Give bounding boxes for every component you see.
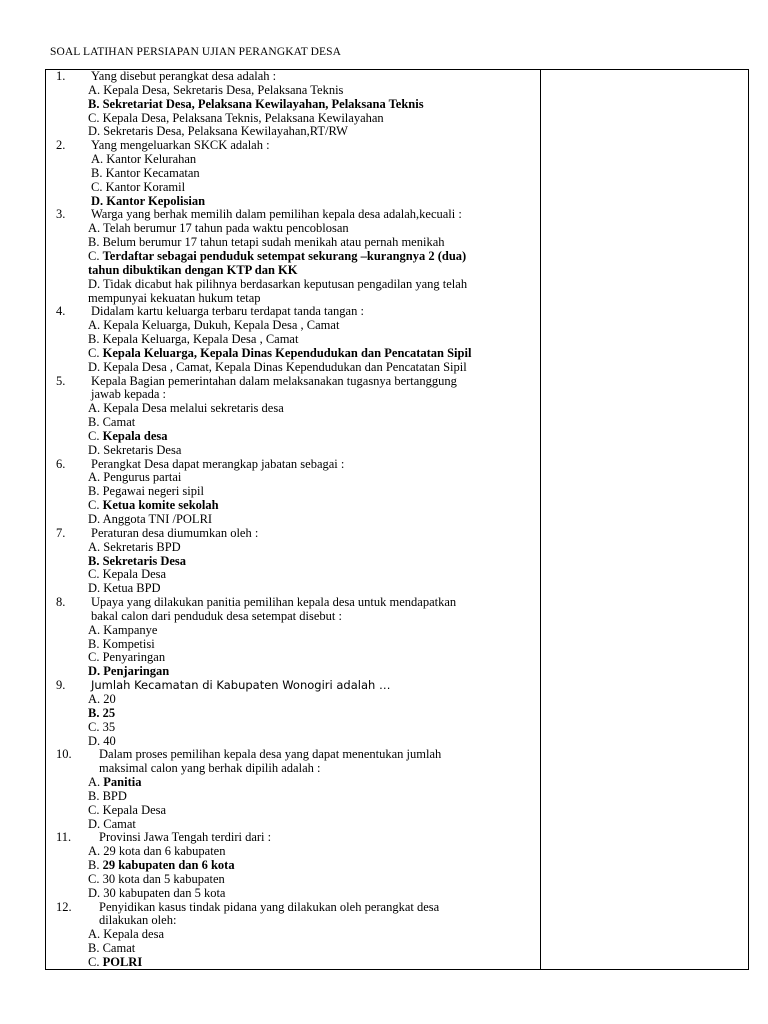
option-text: C. 30 kota dan 5 kabupaten xyxy=(88,871,225,886)
option-text: A. Kantor Kelurahan xyxy=(91,152,197,167)
document-title: SOAL LATIHAN PERSIAPAN UJIAN PERANGKAT DESA xyxy=(50,46,342,58)
option-text: B. Kantor Kecamatan xyxy=(91,165,200,180)
question-text: Dalam proses pemilihan kepala desa yang dapat menentukan jumlah xyxy=(99,747,442,762)
question-text: dilakukan oleh: xyxy=(99,913,177,928)
question-number: 9. xyxy=(56,678,66,693)
question-text: Provinsi Jawa Tengah terdiri dari : xyxy=(99,830,272,845)
question-line xyxy=(46,610,540,624)
question-line xyxy=(46,305,540,319)
question-line xyxy=(46,70,540,84)
option-text: B. Camat xyxy=(88,941,136,956)
option-text: D. Penjaringan xyxy=(88,664,170,679)
option-text: C. Ketua komite sekolah xyxy=(88,498,219,513)
answer-option xyxy=(46,485,540,499)
answer-option xyxy=(46,444,540,458)
answer-option xyxy=(46,222,540,236)
correct-answer: Kepala Keluarga, Kepala Dinas Kependudukan dan Pencatatan Sipil xyxy=(102,345,472,360)
answer-option xyxy=(46,416,540,430)
question-line xyxy=(46,208,540,222)
question-number: 4. xyxy=(56,304,66,319)
option-text: C. Kepala Desa xyxy=(88,567,167,582)
option-text: A. Kepala desa xyxy=(88,927,165,942)
question-line xyxy=(46,748,540,762)
option-text: A. 20 xyxy=(88,691,116,706)
answer-option xyxy=(46,942,540,956)
option-text: C. Kepala desa xyxy=(88,428,168,443)
question-text: Yang mengeluarkan SKCK adalah : xyxy=(91,138,270,153)
option-text: A. Kepala Desa, Sekretaris Desa, Pelaksana Teknis xyxy=(88,82,344,97)
answer-option xyxy=(46,651,540,665)
answer-option xyxy=(46,471,540,485)
question-text: Peraturan desa diumumkan oleh : xyxy=(91,525,259,540)
option-text: B. Camat xyxy=(88,415,136,430)
question-number: 12. xyxy=(56,899,72,914)
answer-option xyxy=(46,264,540,278)
option-text: B. 29 kabupaten dan 6 kota xyxy=(88,858,235,873)
option-text: B. Sekretariat Desa, Pelaksana Kewilayahan, Pelaksana Teknis xyxy=(88,96,424,111)
correct-answer: Ketua komite sekolah xyxy=(102,498,219,513)
option-text: tahun dibuktikan dengan KTP dan KK xyxy=(88,262,298,277)
answer-option xyxy=(46,568,540,582)
answer-option xyxy=(46,624,540,638)
option-text: B. Sekretaris Desa xyxy=(88,553,187,568)
option-text: D. 40 xyxy=(88,733,116,748)
answer-option xyxy=(46,818,540,832)
question-line xyxy=(46,679,540,693)
option-text: C. Penyaringan xyxy=(88,650,166,665)
option-text: A. Telah berumur 17 tahun pada waktu pencoblosan xyxy=(88,221,349,236)
question-column xyxy=(46,70,540,970)
answer-option xyxy=(46,112,540,126)
option-text: D. Sekretaris Desa, Pelaksana Kewilayahan,RT/RW xyxy=(88,124,348,139)
option-text: C. POLRI xyxy=(88,955,143,969)
question-text: Perangkat Desa dapat merangkap jabatan sebagai : xyxy=(91,456,345,471)
option-text: D. Camat xyxy=(88,816,136,831)
option-text: mempunyai kekuatan hukum tetap xyxy=(88,290,261,305)
answer-option xyxy=(46,499,540,513)
option-text: B. Belum berumur 17 tahun tetapi sudah menikah atau pernah menikah xyxy=(88,235,445,250)
answer-option xyxy=(46,181,540,195)
question-text: bakal calon dari penduduk desa setempat disebut : xyxy=(91,608,342,623)
option-text: D. Ketua BPD xyxy=(88,581,161,596)
option-text: B. Pegawai negeri sipil xyxy=(88,484,204,499)
question-line xyxy=(46,762,540,776)
answer-option xyxy=(46,555,540,569)
answer-option xyxy=(46,292,540,306)
question-text: Didalam kartu keluarga terbaru terdapat tanda tangan : xyxy=(91,304,364,319)
option-text: D. Anggota TNI /POLRI xyxy=(88,512,213,526)
option-text: D. Sekretaris Desa xyxy=(88,442,182,457)
option-text: C. Terdaftar sebagai penduduk setempat sekurang –kurangnya 2 (dua) xyxy=(88,248,467,263)
option-text: D. Kantor Kepolisian xyxy=(91,193,206,208)
question-number: 11. xyxy=(56,830,72,845)
question-line xyxy=(46,596,540,610)
option-text: C. Kantor Koramil xyxy=(91,179,186,194)
answer-option xyxy=(46,790,540,804)
question-number: 2. xyxy=(56,138,66,153)
question-line xyxy=(46,527,540,541)
answer-option xyxy=(46,804,540,818)
answer-option xyxy=(46,707,540,721)
question-table xyxy=(45,69,749,970)
question-line xyxy=(46,375,540,389)
correct-answer: 29 kabupaten dan 6 kota xyxy=(102,858,235,873)
question-line xyxy=(46,139,540,153)
answer-option xyxy=(46,735,540,749)
question-text: Yang disebut perangkat desa adalah : xyxy=(91,69,277,83)
option-text: D. Tidak dicabut hak pilihnya berdasarkan keputusan pengadilan yang telah xyxy=(88,276,468,291)
question-number: 5. xyxy=(56,373,66,388)
option-text: D. Kepala Desa , Camat, Kepala Dinas Kependudukan dan Pencatatan Sipil xyxy=(88,359,467,374)
question-number: 1. xyxy=(56,69,66,83)
question-text: Kepala Bagian pemerintahan dalam melaksanakan tugasnya bertanggung xyxy=(91,373,457,388)
option-text: C. Kepala Desa, Pelaksana Teknis, Pelaksana Kewilayahan xyxy=(88,110,384,125)
question-line xyxy=(46,914,540,928)
option-text: A. Kepala Desa melalui sekretaris desa xyxy=(88,401,284,416)
option-text: A. Kepala Keluarga, Dukuh, Kepala Desa , Camat xyxy=(88,318,340,333)
correct-answer: Panitia xyxy=(103,775,142,790)
question-text: Penyidikan kasus tindak pidana yang dilakukan oleh perangkat desa xyxy=(99,899,440,914)
question-number: 3. xyxy=(56,207,66,222)
answer-option xyxy=(46,693,540,707)
option-text: D. 30 kabupaten dan 5 kota xyxy=(88,885,226,900)
question-text: Upaya yang dilakukan panitia pemilihan kepala desa untuk mendapatkan xyxy=(91,595,457,610)
question-number: 7. xyxy=(56,525,66,540)
question-line xyxy=(46,831,540,845)
answer-option xyxy=(46,250,540,264)
answer-option xyxy=(46,402,540,416)
answer-option xyxy=(46,195,540,209)
answer-option xyxy=(46,84,540,98)
answer-option xyxy=(46,845,540,859)
option-text: A. Kampanye xyxy=(88,622,158,637)
answer-option xyxy=(46,319,540,333)
answer-option xyxy=(46,98,540,112)
answer-option xyxy=(46,333,540,347)
answer-option xyxy=(46,430,540,444)
answer-option xyxy=(46,541,540,555)
option-text: C. Kepala Keluarga, Kepala Dinas Kependudukan dan Pencatatan Sipil xyxy=(88,345,472,360)
answer-option xyxy=(46,638,540,652)
answer-option xyxy=(46,582,540,596)
answer-option xyxy=(46,513,540,527)
answer-option xyxy=(46,721,540,735)
correct-answer: Terdaftar sebagai penduduk setempat sekurang –kurangnya 2 (dua) xyxy=(102,248,467,263)
column-divider xyxy=(540,70,541,969)
answer-option xyxy=(46,125,540,139)
answer-option xyxy=(46,361,540,375)
option-text: C. Kepala Desa xyxy=(88,802,167,817)
answer-option xyxy=(46,278,540,292)
option-text: A. Sekretaris BPD xyxy=(88,539,181,554)
question-line xyxy=(46,901,540,915)
question-number: 10. xyxy=(56,747,72,762)
answer-option xyxy=(46,153,540,167)
answer-option xyxy=(46,928,540,942)
answer-option xyxy=(46,167,540,181)
answer-option xyxy=(46,873,540,887)
correct-answer: Kepala desa xyxy=(102,428,168,443)
option-text: B. BPD xyxy=(88,788,127,803)
option-text: B. Kompetisi xyxy=(88,636,155,651)
option-text: A. Panitia xyxy=(88,775,142,790)
option-text: C. 35 xyxy=(88,719,116,734)
question-text: jawab kepada : xyxy=(91,387,166,402)
answer-option xyxy=(46,665,540,679)
question-text: Jumlah Kecamatan di Kabupaten Wonogiri adalah … xyxy=(91,678,391,693)
question-line xyxy=(46,388,540,402)
question-number: 8. xyxy=(56,595,66,610)
answer-option xyxy=(46,859,540,873)
option-text: A. 29 kota dan 6 kabupaten xyxy=(88,844,226,859)
answer-option xyxy=(46,347,540,361)
answer-option xyxy=(46,776,540,790)
question-number: 6. xyxy=(56,456,66,471)
question-text: maksimal calon yang berhak dipilih adalah : xyxy=(99,761,321,776)
correct-answer: POLRI xyxy=(102,955,143,969)
question-text: Warga yang berhak memilih dalam pemilihan kepala desa adalah,kecuali : xyxy=(91,207,462,222)
question-line xyxy=(46,458,540,472)
option-text: A. Pengurus partai xyxy=(88,470,182,485)
option-text: B. Kepala Keluarga, Kepala Desa , Camat xyxy=(88,332,299,347)
answer-option xyxy=(46,887,540,901)
answer-option xyxy=(46,956,540,970)
answer-option xyxy=(46,236,540,250)
option-text: B. 25 xyxy=(88,705,116,720)
